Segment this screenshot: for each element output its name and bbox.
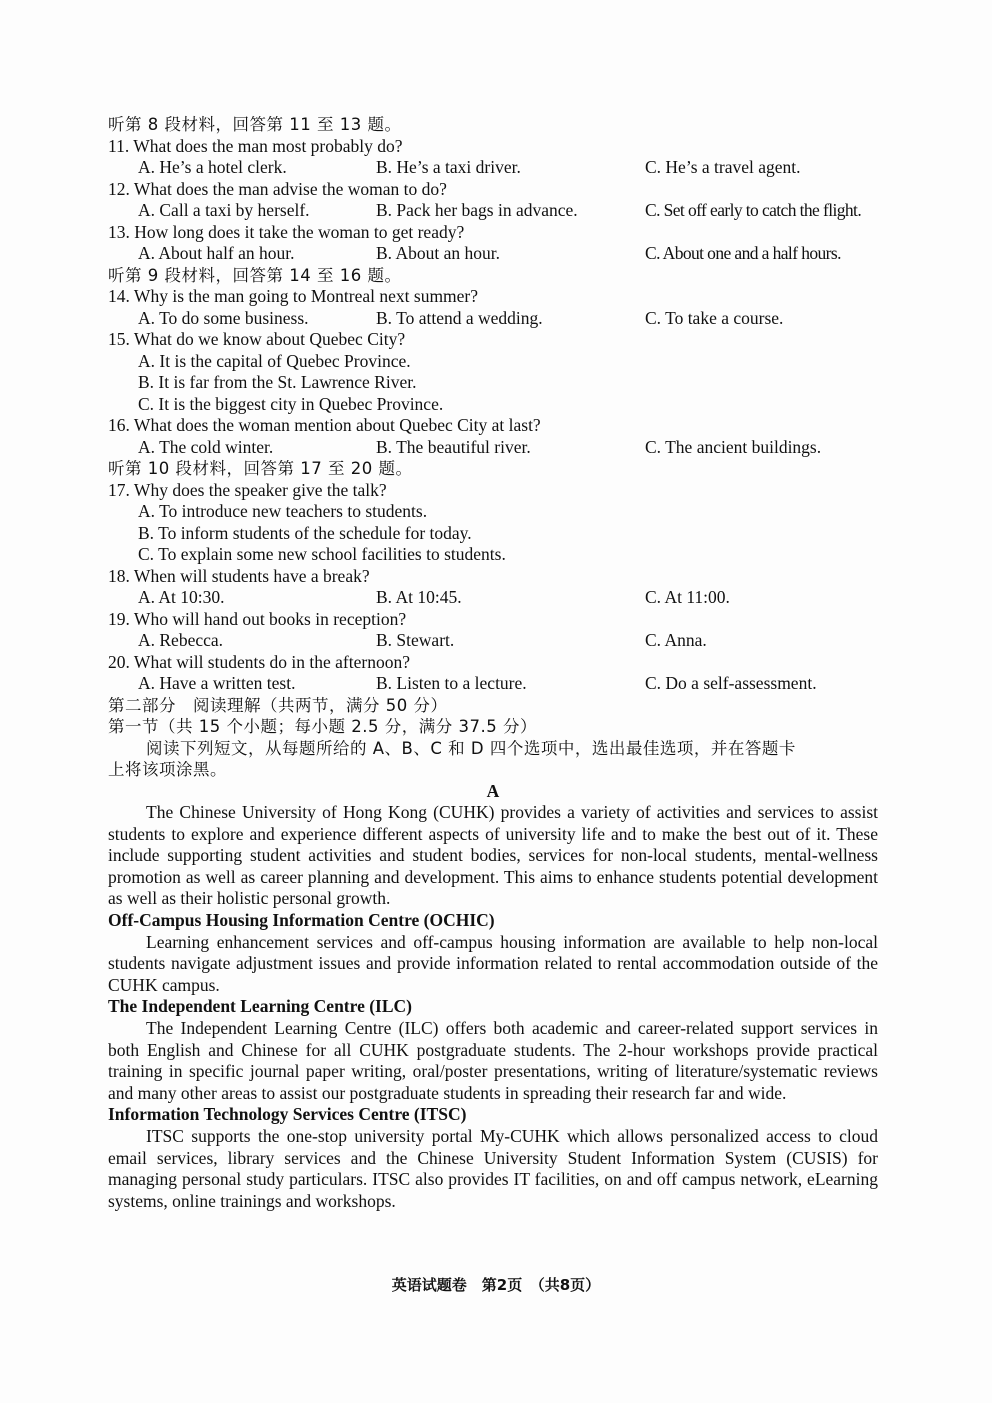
- passage-intro: The Chinese University of Hong Kong (CUHK) provides a variety of activities and services to assist students to explore and experience different aspects of university life and to make the best out of it. These include supporting student activities and student bodies, services for non-local students, mental-wellness promotion as well as career planning and development. This aims to enhance students potential development as well as their holistic personal growth.: [108, 802, 878, 909]
- question-16: 16. What does the woman mention about Quebec City at last?: [108, 415, 541, 435]
- option-b: B. To attend a wedding.: [376, 307, 543, 328]
- question-12: 12. What does the man advise the woman to do?: [108, 178, 447, 199]
- option-c: C. To take a course.: [645, 307, 784, 328]
- question-20-options: [108, 673, 878, 695]
- option-b: B. The beautiful river.: [376, 436, 531, 457]
- page-content: [108, 114, 878, 1212]
- option-a: A. He’s a hotel clerk.: [138, 157, 287, 177]
- option-c: C. The ancient buildings.: [645, 436, 822, 457]
- option-a: A. Call a taxi by herself.: [138, 200, 310, 220]
- page-footer: 英语试题卷 第2页 （共8页）: [391, 1276, 601, 1294]
- option-a: A. About half an hour.: [138, 243, 295, 263]
- ilc-heading: The Independent Learning Centre (ILC): [108, 996, 413, 1017]
- option-b: B. Stewart.: [376, 630, 455, 650]
- option-c: C. He’s a travel agent.: [645, 157, 801, 177]
- question-13-options: [108, 243, 878, 265]
- itsc-paragraph: ITSC supports the one-stop university portal My-CUHK which allows personalized access to cloud email services, library services and the Chinese University Student Information System (CUSIS) for managing personal study particulars. ITSC also provides IT facilities, on and off campus network, eLearning systems, online trainings and workshops.: [108, 1125, 878, 1211]
- option-b: B. At 10:45.: [376, 587, 462, 607]
- question-11-options: [108, 157, 878, 179]
- option-c: C. Set off early to catch the flight.: [645, 200, 862, 220]
- instruction-line-1: 阅读下列短文，从每题所给的 A、B、C 和 D 四个选项中，选出最佳选项，并在答题卡: [146, 738, 796, 758]
- ochic-paragraph: Learning enhancement services and off-campus housing information are available to help non-local students navigate adjustment issues and provide information related to rental accommodation outside of the CUHK campus.: [108, 931, 878, 995]
- passage-label: A: [486, 780, 500, 801]
- option-a: A. To introduce new teachers to students.: [138, 501, 428, 521]
- option-b: B. It is far from the St. Lawrence River.: [138, 372, 417, 392]
- option-b: B. About an hour.: [376, 243, 500, 263]
- question-11: 11. What does the man most probably do?: [108, 135, 403, 156]
- option-a: A. The cold winter.: [138, 436, 274, 457]
- question-20: 20. What will students do in the afternoon?: [108, 651, 410, 672]
- section-9-header: 听第 9 段材料，回答第 14 至 16 题。: [108, 265, 402, 285]
- section-1-title: 第一节（共 15 个小题；每小题 2.5 分，满分 37.5 分）: [108, 717, 537, 736]
- option-b: B. Listen to a lecture.: [376, 673, 527, 693]
- option-c: C. Do a self-assessment.: [645, 673, 817, 693]
- option-b: B. Pack her bags in advance.: [376, 200, 578, 220]
- question-18: 18. When will students have a break?: [108, 565, 370, 586]
- option-a: A. At 10:30.: [138, 587, 225, 607]
- section-8-header: 听第 8 段材料，回答第 11 至 13 题。: [108, 115, 402, 134]
- option-c: C. At 11:00.: [645, 587, 730, 607]
- option-b: B. He’s a taxi driver.: [376, 157, 521, 177]
- question-19-options: [108, 630, 878, 652]
- option-a: A. Have a written test.: [138, 673, 296, 693]
- option-a: A. Rebecca.: [138, 630, 224, 650]
- question-18-options: [108, 587, 878, 609]
- ochic-heading: Off-Campus Housing Information Centre (OCHIC): [108, 909, 495, 930]
- itsc-heading: Information Technology Services Centre (ITSC): [108, 1104, 467, 1125]
- option-c: C. It is the biggest city in Quebec Province.: [138, 393, 444, 414]
- section-10-header: 听第 10 段材料，回答第 17 至 20 题。: [108, 459, 413, 478]
- question-12-options: [108, 200, 878, 222]
- option-a: A. It is the capital of Quebec Province.: [138, 350, 411, 371]
- option-a: A. To do some business.: [138, 307, 309, 328]
- option-c: C. To explain some new school facilities to students.: [138, 544, 506, 564]
- question-14: 14. Why is the man going to Montreal next summer?: [108, 286, 479, 306]
- question-19: 19. Who will hand out books in reception?: [108, 608, 407, 629]
- question-15: 15. What do we know about Quebec City?: [108, 329, 406, 349]
- question-16-options: [108, 437, 878, 459]
- question-17: 17. Why does the speaker give the talk?: [108, 479, 387, 500]
- ilc-paragraph: The Independent Learning Centre (ILC) offers both academic and career-related support services in both English and Chinese for all CUHK postgraduate students. The 2-hour workshops provide practical training in specific journal paper writing, oral/poster presentations, writing of literature/systematic reviews and many other areas to assist our postgraduate students in spreading their research far and wide.: [108, 1017, 878, 1103]
- option-c: C. Anna.: [645, 630, 707, 650]
- question-13: 13. How long does it take the woman to get ready?: [108, 221, 465, 242]
- option-b: B. To inform students of the schedule for today.: [138, 522, 472, 543]
- option-c: C. About one and a half hours.: [645, 243, 841, 263]
- instruction-line-2: 上将该项涂黑。: [108, 760, 227, 779]
- question-14-options: [108, 308, 878, 330]
- part-2-title: 第二部分 阅读理解（共两节，满分 50 分）: [108, 695, 448, 715]
